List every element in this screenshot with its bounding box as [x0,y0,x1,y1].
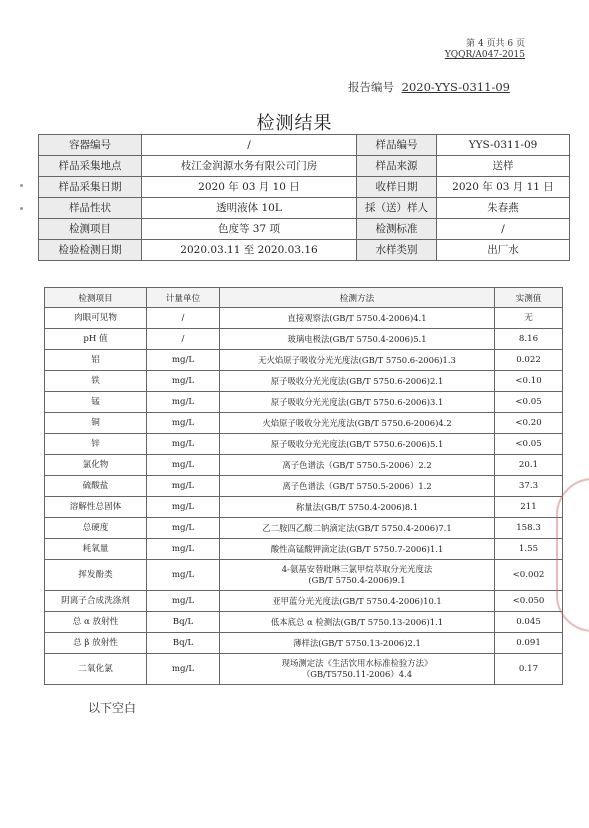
method-line: 玻璃电极法(GB/T 5750.4-2006)5.1 [287,333,427,344]
info-value: 出厂水 [437,240,570,261]
result-value: 无 [495,308,563,329]
header-value: 实测值 [495,288,563,308]
result-item: pH 值 [45,329,147,350]
result-unit: / [147,329,220,350]
result-value: <0.05 [495,434,563,455]
page-title: 检测结果 [256,113,333,134]
method-line-2: (GB/T 5750.4-2006)9.1 [308,575,406,585]
info-row [39,177,570,198]
result-row [45,633,563,654]
method-line: 低本底总 α 检测法(GB/T 5750.13-2006)1.1 [270,616,444,627]
result-method [220,392,495,413]
info-label: 容器编号 [39,135,142,156]
result-method [220,633,495,654]
result-item: 溶解性总固体 [45,497,147,518]
method-line: 亚甲蓝分光光度法(GB/T 5750.4-2006)10.1 [272,595,442,606]
info-label: 检测项目 [39,219,142,240]
result-value: 1.55 [495,539,563,560]
method-line: 薄样法(GB/T 5750.13-2006)2.1 [293,637,421,648]
result-row [45,560,563,591]
info-label: 样品性状 [39,198,142,219]
result-value: 158.3 [495,518,563,539]
result-method [220,413,495,434]
info-value: 枝江金润源水务有限公司门房 [142,156,357,177]
result-item: 铝 [45,350,147,371]
info-label: 样品采集日期 [39,177,142,198]
result-method [220,371,495,392]
info-value: / [142,135,357,156]
result-item: 阴离子合成洗涤剂 [45,591,147,612]
result-unit: mg/L [147,434,220,455]
info-label: 检验检测日期 [39,240,142,261]
result-unit: mg/L [147,654,220,685]
info-value: 色度等 37 项 [142,219,357,240]
result-method [220,654,495,685]
info-label: 样品来源 [357,156,437,177]
info-value: 2020 年 03 月 10 日 [142,177,357,198]
page-number: 第 4 页共 6 页 [466,39,525,49]
info-row [39,219,570,240]
result-unit: mg/L [147,350,220,371]
result-row [45,654,563,685]
result-method [220,476,495,497]
info-value: 2020.03.11 至 2020.03.16 [142,240,357,261]
result-item: 氯化物 [45,455,147,476]
result-value: 211 [495,497,563,518]
result-item: 二氧化氯 [45,654,147,685]
form-code: YQQR/A047-2015 [444,50,525,60]
result-unit: mg/L [147,591,220,612]
method-line: 火焰原子吸收分光光度法(GB/T 5750.6-2006)4.2 [262,417,452,428]
result-unit: mg/L [147,518,220,539]
info-value: 送样 [437,156,570,177]
result-unit: / [147,308,220,329]
result-item: 铁 [45,371,147,392]
result-value: <0.002 [495,560,563,591]
result-unit: mg/L [147,476,220,497]
method-line-2: （GB/T5750.11-2006）4.4 [301,669,413,679]
result-item: 肉眼可见物 [45,308,147,329]
info-value: 朱春燕 [437,198,570,219]
result-value: <0.050 [495,591,563,612]
results-table [44,287,563,685]
result-method [220,612,495,633]
result-item: 总 α 放射性 [45,612,147,633]
result-row [45,455,563,476]
result-item: 耗氧量 [45,539,147,560]
info-label: 检测标准 [357,219,437,240]
result-value: <0.05 [495,392,563,413]
result-value: 20.1 [495,455,563,476]
info-row [39,240,570,261]
end-note: 以下空白 [88,701,137,715]
result-item: 铜 [45,413,147,434]
result-item: 锌 [45,434,147,455]
result-item: 硫酸盐 [45,476,147,497]
info-label: 收样日期 [357,177,437,198]
info-label: 水样类别 [357,240,437,261]
results-body [45,308,563,685]
info-label: 样品编号 [357,135,437,156]
result-method [220,308,495,329]
result-unit: mg/L [147,560,220,591]
result-row [45,591,563,612]
result-value: 0.17 [495,654,563,685]
result-method [220,329,495,350]
result-unit: Bq/L [147,633,220,654]
header-unit: 计量单位 [147,288,220,308]
info-row [39,135,570,156]
method-line: 无火焰原子吸收分光光度法(GB/T 5750.6-2006)1.3 [258,354,456,365]
result-value: <0.20 [495,413,563,434]
result-item: 总硬度 [45,518,147,539]
method-line: 离子色谱法（GB/T 5750.5-2006）1.2 [282,480,432,491]
result-method [220,518,495,539]
info-value: / [437,219,570,240]
margin-mark [20,184,23,187]
result-value: 8.16 [495,329,563,350]
sample-info-table [38,134,570,261]
method-line: 称量法(GB/T 5750.4-2006)8.1 [295,501,419,512]
result-row [45,612,563,633]
info-value: YYS-0311-09 [437,135,570,156]
result-value: 0.045 [495,612,563,633]
result-value: 0.022 [495,350,563,371]
sample-info-body [39,135,570,261]
method-line: 4-氨基安替吡啉三氯甲烷萃取分光光度法 [281,564,433,574]
result-row [45,392,563,413]
result-value: 0.091 [495,633,563,654]
info-label: 样品采集地点 [39,156,142,177]
result-row [45,434,563,455]
result-item: 总 β 放射性 [45,633,147,654]
report-number: 2020-YYS-0311-09 [401,80,510,94]
info-value: 2020 年 03 月 11 日 [437,177,570,198]
report-number-line [348,79,510,95]
result-method [220,560,495,591]
result-unit: mg/L [147,497,220,518]
result-unit: mg/L [147,413,220,434]
method-line: 酸性高锰酸钾滴定法(GB/T 5750.7-2006)1.1 [270,543,444,554]
info-label: 採（送）样人 [357,198,437,219]
result-value: <0.10 [495,371,563,392]
result-value: 37.3 [495,476,563,497]
result-method [220,455,495,476]
result-unit: mg/L [147,392,220,413]
result-row [45,539,563,560]
method-line: 乙二胺四乙酸二钠滴定法(GB/T 5750.4-2006)7.1 [262,522,452,533]
result-row [45,476,563,497]
result-row [45,329,563,350]
result-item: 挥发酚类 [45,560,147,591]
result-row [45,308,563,329]
result-method [220,591,495,612]
page-info [445,39,525,61]
report-number-label: 报告编号 [348,80,394,94]
result-row [45,518,563,539]
result-method [220,350,495,371]
result-method [220,434,495,455]
result-unit: Bq/L [147,612,220,633]
result-method [220,497,495,518]
margin-mark [20,207,23,210]
results-header-row [45,288,563,308]
method-line: 离子色谱法（GB/T 5750.5-2006）2.2 [282,459,432,470]
info-row [39,198,570,219]
method-line: 原子吸收分光光度法(GB/T 5750.6-2006)2.1 [270,375,444,386]
result-row [45,497,563,518]
result-unit: mg/L [147,539,220,560]
method-line: 现场测定法《生活饮用水标准检验方法》 [281,658,433,668]
result-method [220,539,495,560]
result-item: 锰 [45,392,147,413]
info-row [39,156,570,177]
method-line: 原子吸收分光光度法(GB/T 5750.6-2006)3.1 [270,396,444,407]
method-line: 原子吸收分光光度法(GB/T 5750.6-2006)5.1 [270,438,444,449]
header-method: 检测方法 [220,288,495,308]
result-row [45,413,563,434]
method-line: 直接观察法(GB/T 5750.4-2006)4.1 [287,312,427,323]
result-unit: mg/L [147,371,220,392]
result-row [45,350,563,371]
header-item: 检测项目 [45,288,147,308]
result-row [45,371,563,392]
result-unit: mg/L [147,455,220,476]
info-value: 透明液体 10L [142,198,357,219]
official-seal [556,478,589,632]
